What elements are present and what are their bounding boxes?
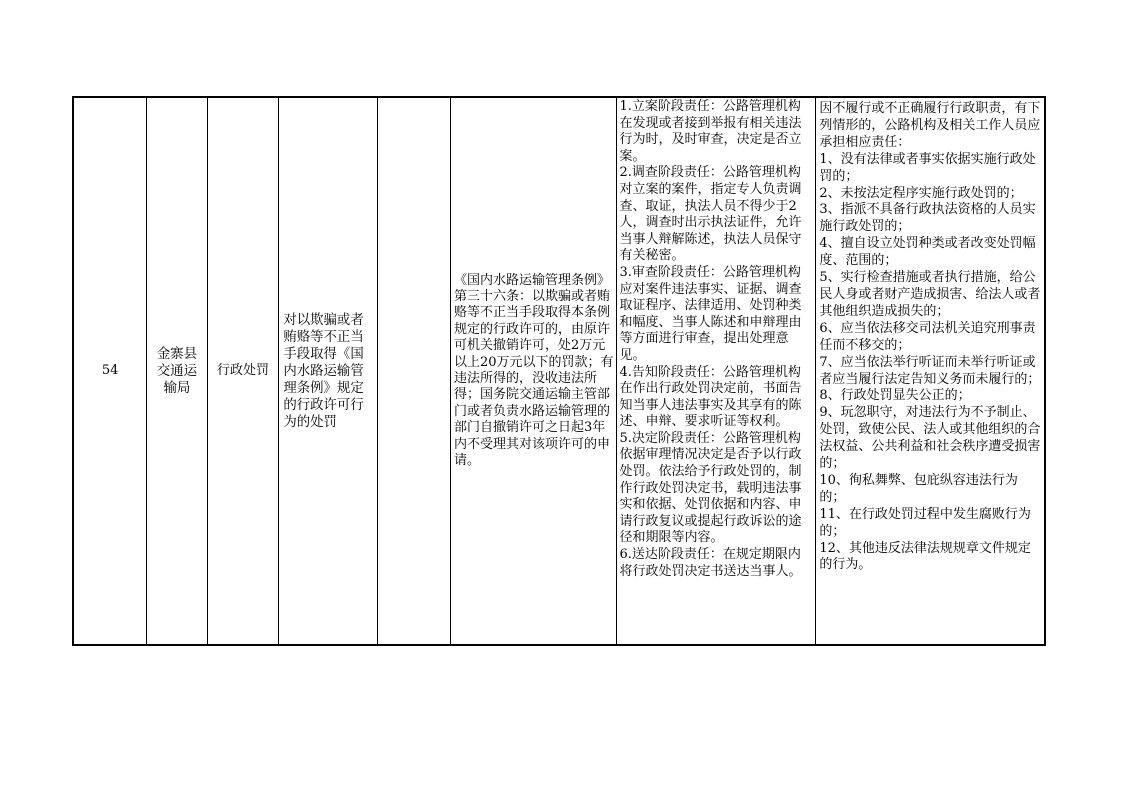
responsibility-items: 1.立案阶段责任：公路管理机构在发现或者接到举报有相关违法行为时，及时审查，决定是否立案。 2.调查阶段责任：公路管理机构对立案的案件，指定专人负责调查、取证，执法人员不得少于2人，调查时出示执法证件，允许当事人辩解陈述，执法人员保守有关秘密。 3.审查阶段责任：公路管理机构应对案件违法事实、证据、调查取证程序、法律适用、处罚种类和幅度、当事人陈述和申辩理由等方面进行审查，提出处理意见。 4.告知阶段责任：公路管理机构在作出行政处罚决定前，书面告知当事人违法事实及其享有的陈述、申辩、要求听证等权利。 5.决定阶段责任：公路管理机构依据审理情况决定是否予以行政处罚。依法给予行政处罚的，制作行政处罚决定书，载明违法事实和依据、处罚依据和内容、申请行政复议或提起行政诉讼的途径和期限等内容。 6.送达阶段责任：在规定期限内将行政处罚决定书送达当事人。	[619, 99, 802, 579]
item-name: 对以欺骗或者贿赂等不正当手段取得《国内水路运输管理条例》规定的行政许可行为的处罚	[283, 312, 364, 430]
document-page	[72, 96, 1046, 645]
liability-cell	[816, 97, 1045, 645]
department-cell	[147, 97, 208, 645]
item-name-cell	[279, 97, 378, 645]
legal-basis: 《国内水路运输管理条例》 第三十六条：以欺骗或者贿赂等不正当手段取得本条例规定的行政许可的，由原许可机关撤销许可，处2万元以上20万元以下的罚款；有违法所得的，没收违法所得；国务院交通运输主管部门或者负责水路运输管理的部门自撤销许可之日起3年内不受理其对该项许可的申请。	[453, 272, 614, 469]
department-name: 金寨县交通运输局	[156, 345, 198, 396]
table-row	[73, 97, 1045, 645]
duty-list-table	[72, 96, 1046, 646]
power-category: 行政处罚	[217, 362, 270, 378]
accountability-items: 因不履行或不正确履行行政职责，有下列情形的，公路机构及相关工作人员应承担相应责任： 1、没有法律或者事实依据实施行政处罚的； 2、未按法定程序实施行政处罚的； 3、指派不具备行政执法资格的人员实施行政处罚的； 4、擅自设立处罚种类或者改变处罚幅度、范围的； 5、实行检查措施或者执行措施，给公民人身或者财产造成损害、给法人或者其他组织造成损失的； 6、应当依法移交司法机关追究刑事责任而不移交的； 7、应当依法举行听证而未举行听证或者应当履行法定告知义务而未履行的； 8、行政处罚显失公正的； 9、玩忽职守，对违法行为不予制止、处罚，致使公民、法人或其他组织的合法权益、公共利益和社会秩序遭受损害的； 10、徇私舞弊、包庇纵容违法行为的； 11、在行政处罚过程中发生腐败行为的； 12、其他违反法律法规规章文件规定的行为。	[819, 101, 1041, 573]
sub-item	[378, 369, 450, 373]
category-cell	[207, 97, 279, 645]
sub-item-cell	[378, 97, 451, 645]
duties-cell	[617, 97, 816, 645]
number-cell	[73, 97, 147, 645]
row-number: 54	[101, 362, 119, 378]
basis-cell	[450, 97, 617, 645]
